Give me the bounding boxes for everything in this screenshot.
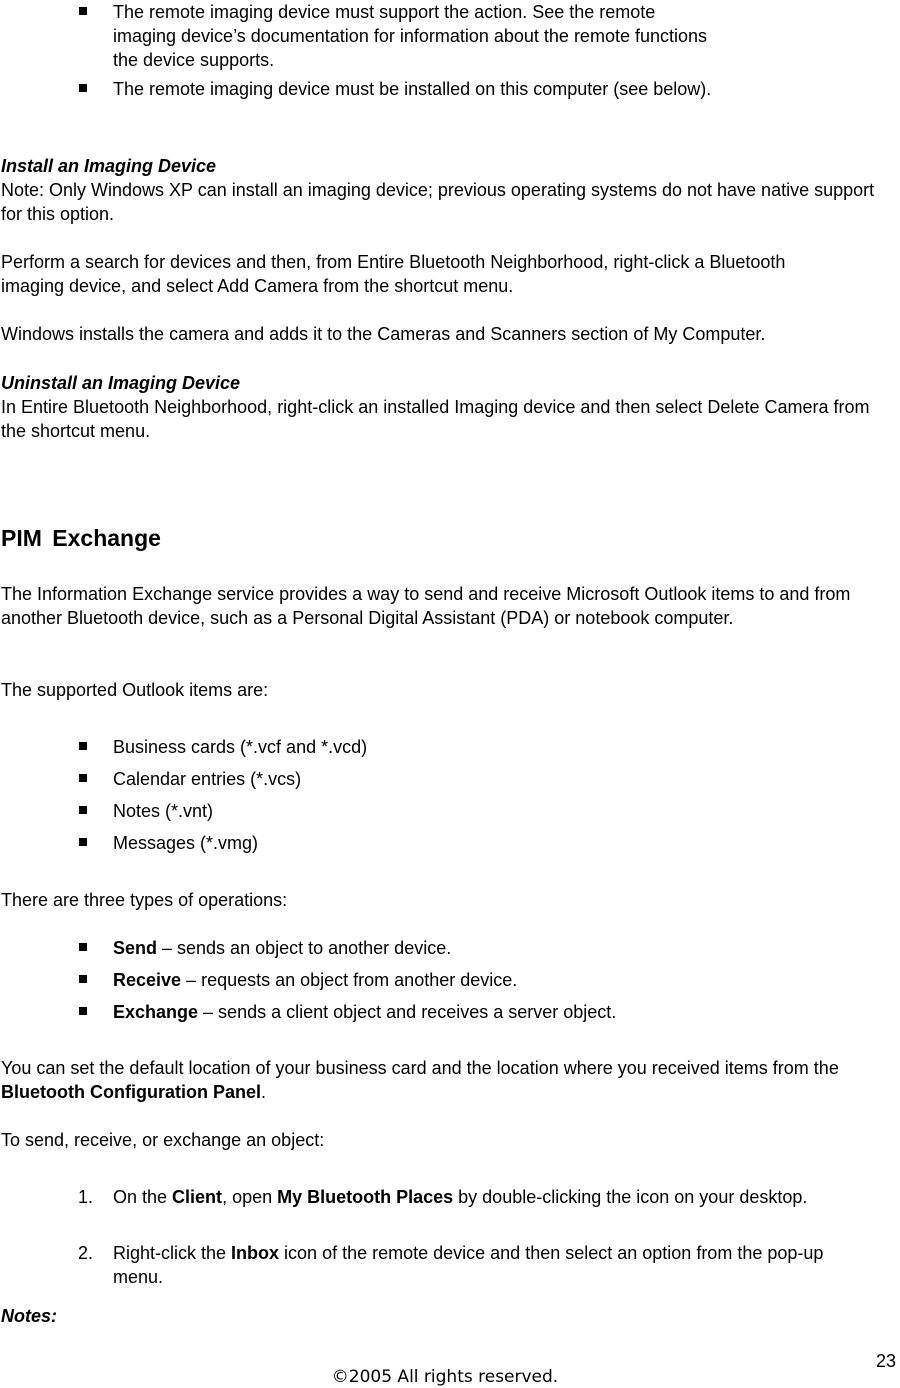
bullet-marker (79, 799, 89, 823)
bullet-marker (79, 936, 89, 960)
step-bold: My Bluetooth Places (277, 1187, 454, 1207)
step-text: , open (222, 1187, 278, 1207)
step-bold: Client (172, 1187, 223, 1207)
operation-desc: – requests an object from another device. (181, 970, 518, 990)
step-text: by double-clicking the icon on your desktop. (453, 1187, 808, 1207)
list-item: Business cards (*.vcf and *.vcd) (113, 737, 368, 757)
operation-term: Exchange (113, 1002, 199, 1022)
operation-desc: – sends a client object and receives a server object. (198, 1002, 617, 1022)
howto-label: To send, receive, or exchange an object: (1, 1130, 325, 1150)
list-item: Notes (*.vnt) (113, 801, 214, 821)
pim-intro: The Information Exchange service provides a way to send and receive Microsoft Outlook items to and from another Bluetooth device, such as a Personal Digital Assistant (PDA) or notebook computer. (1, 584, 851, 628)
section-heading-uninstall: Uninstall an Imaging Device (1, 373, 241, 393)
step-text: On the (113, 1187, 173, 1207)
operation-item (113, 968, 893, 992)
step-item (113, 1185, 853, 1209)
bullet-marker (79, 77, 89, 101)
bullet-marker (79, 0, 89, 24)
operation-desc: – sends an object to another device. (157, 938, 452, 958)
install-para-1: Perform a search for devices and then, from Entire Bluetooth Neighborhood, right-click a Bluetooth imaging device, and select Add Camera from the shortcut menu. (1, 252, 786, 296)
bullet-marker (79, 735, 89, 759)
bullet-marker (79, 1000, 89, 1024)
bullet-item: The remote imaging device must be installed on this computer (see below). (113, 79, 712, 99)
step-number: 1. (78, 1187, 94, 1207)
supported-items-label: The supported Outlook items are: (1, 680, 269, 700)
step-number: 2. (78, 1243, 94, 1263)
install-note: Note: Only Windows XP can install an imaging device; previous operating systems do not have native support for this option. (1, 180, 875, 224)
bullet-marker (79, 767, 89, 791)
uninstall-para: In Entire Bluetooth Neighborhood, right-click an installed Imaging device and then select Delete Camera from the shortcut menu. (1, 397, 870, 441)
operation-term: Receive (113, 970, 182, 990)
section-heading-install: Install an Imaging Device (1, 156, 217, 176)
page-number: 23 (876, 1351, 897, 1371)
notes-heading: Notes: (1, 1306, 58, 1326)
operations-label: There are three types of operations: (1, 890, 288, 910)
install-para-2: Windows installs the camera and adds it to the Cameras and Scanners section of My Computer. (1, 324, 766, 344)
step-text: icon of the remote device and then select an option from the pop-up menu. (113, 1243, 824, 1287)
list-item: Messages (*.vmg) (113, 833, 259, 853)
bullet-marker (79, 968, 89, 992)
config-text: You can set the default location of your business card and the location where you received items from the (1, 1058, 839, 1078)
bullet-item: The remote imaging device must support the action. See the remote imaging device’s documentation for information about the remote functions the device supports. (113, 2, 708, 70)
operation-item (113, 1000, 893, 1024)
step-bold: Inbox (231, 1243, 280, 1263)
bullet-marker (79, 831, 89, 855)
config-panel-name: Bluetooth Configuration Panel (1, 1082, 261, 1102)
operation-item (113, 936, 893, 960)
operation-term: Send (113, 938, 158, 958)
list-item: Calendar entries (*.vcs) (113, 769, 302, 789)
config-para (1, 1056, 898, 1104)
step-item (113, 1241, 873, 1289)
config-text-end: . (260, 1082, 266, 1102)
copyright-footer: ©2005 All rights reserved. (331, 1367, 559, 1387)
page-title-pim-exchange: PIM Exchange (1, 525, 161, 551)
step-text: Right-click the (113, 1243, 232, 1263)
